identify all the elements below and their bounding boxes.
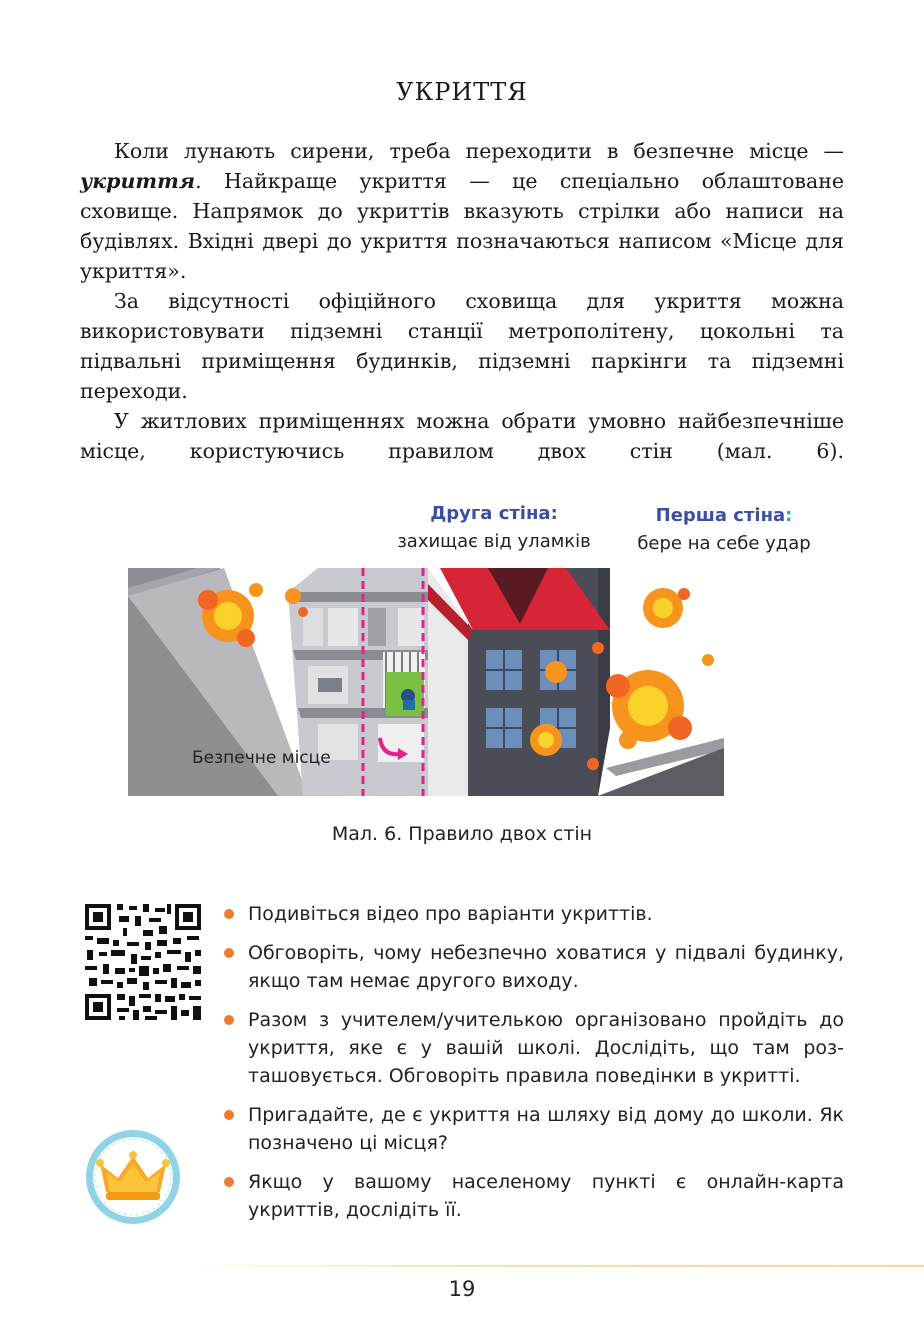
list-item xyxy=(222,1168,844,1224)
bullet-icon xyxy=(224,909,234,919)
main-text xyxy=(80,136,844,466)
paragraph-1 xyxy=(80,136,844,286)
qr-code-icon[interactable] xyxy=(83,902,203,1022)
term-ukryttia: укриття xyxy=(80,169,196,193)
bullet-icon xyxy=(224,1110,234,1120)
first-wall-colon: : xyxy=(785,505,793,526)
paragraph-2: За відсутності офіційного сховища для укриття можна використовувати підземні станції метрополітену, цокольні та підвальні приміщення будинків, підземні паркінги та підземні переходи. xyxy=(80,289,844,403)
list-item xyxy=(222,1101,844,1157)
first-wall-title: Перша стіна xyxy=(655,505,786,526)
second-wall-description: захищає від уламків xyxy=(397,531,591,552)
second-wall-label xyxy=(385,500,603,556)
first-wall-label xyxy=(626,502,822,558)
task-text: Подивіться відео про варіанти укриттів. xyxy=(248,903,653,925)
explosion-right-main xyxy=(606,670,692,749)
footer-divider xyxy=(180,1265,924,1267)
paragraph-3: У житлових приміщеннях можна обрати умовно найбезпечніше місце, користуючись правилом двох стін (мал. 6). xyxy=(80,409,844,463)
task-text: Якщо у вашому населеному пункті є онлайн-карта укриттів, дослідіть її. xyxy=(248,1171,844,1221)
task-text: Обговоріть, чому небезпечно ховатися у підвалі будинку, якщо там немає другого виходу. xyxy=(248,942,844,992)
crown-icon xyxy=(84,1128,182,1226)
explosion-right-top xyxy=(643,588,690,628)
list-item xyxy=(222,939,844,995)
paragraph-1-start: Коли лунають сирени, треба переходити в безпечне місце — xyxy=(114,139,844,163)
task-list xyxy=(222,900,844,1235)
bullet-icon xyxy=(224,948,234,958)
safe-place-label: Безпечне місце xyxy=(192,748,331,768)
list-item xyxy=(222,900,844,928)
page-title: УКРИТТЯ xyxy=(396,78,528,106)
task-text: Пригадайте, де є укриття на шляху від дому до школи. Як позначено ці місця? xyxy=(248,1104,844,1154)
second-wall-colon: : xyxy=(550,503,558,524)
list-item xyxy=(222,1006,844,1090)
paragraph-1-end: . Найкраще укриття — це спеціально облаштоване сховище. Напрямок до укриттів вказують стрілки або написи на будівлях. Вхідні двері до укриття позначаються написом «Місце для укриття». xyxy=(80,169,844,283)
second-wall-title: Друга стіна xyxy=(430,503,551,524)
first-wall-description: бере на себе удар xyxy=(637,533,811,554)
bullet-icon xyxy=(224,1177,234,1187)
page-number: 19 xyxy=(448,1277,476,1301)
figure-caption: Мал. 6. Правило двох стін xyxy=(331,823,593,845)
bullet-icon xyxy=(224,1015,234,1025)
task-text: Разом з учителем/учителькою організовано пройдіть до укриття, яке є у вашій школі. Дослідіть, що там розташовується. Обговоріть правила поведінки в укритті. xyxy=(248,1009,844,1087)
